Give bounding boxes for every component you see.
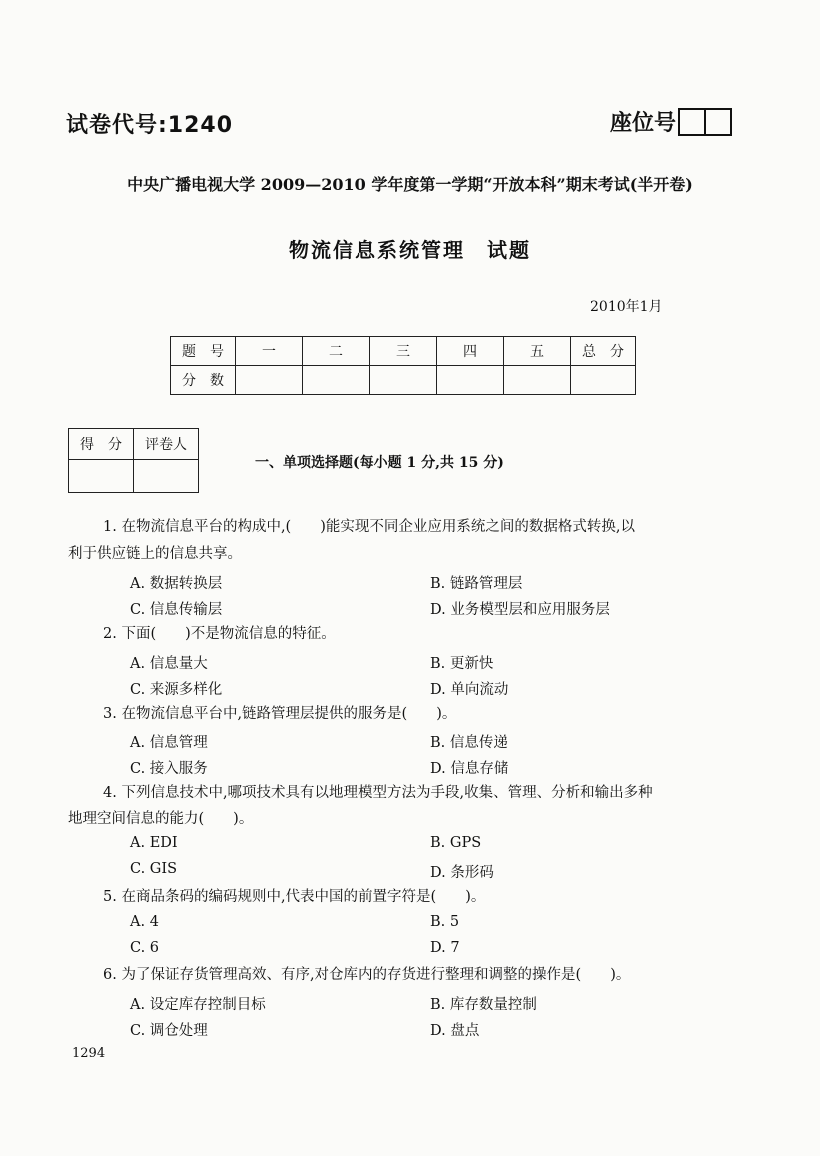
option-d: D. 单向流动: [430, 682, 509, 698]
paper-code: 试卷代号:1240: [66, 113, 234, 138]
question-text: 1. 在物流信息平台的构成中,( )能实现不同企业应用系统之间的数据格式转换,以: [103, 519, 635, 535]
grader-table: [68, 428, 199, 493]
table-cell: 五: [504, 337, 571, 366]
seat-box: [704, 108, 732, 136]
option-c: C. 信息传输层: [130, 602, 223, 618]
table-cell: [437, 366, 504, 395]
seat-label: 座位号: [610, 111, 677, 136]
table-cell: 题 号: [171, 337, 236, 366]
option-c: C. GIS: [130, 861, 178, 877]
table-cell: 二: [303, 337, 370, 366]
option-a: A. 信息量大: [130, 656, 208, 672]
exam-date: 2010年1月: [590, 299, 663, 315]
option-a: A. 信息管理: [130, 735, 208, 751]
score-label-cell: 得 分: [69, 429, 134, 460]
option-a: A. 设定库存控制目标: [130, 997, 266, 1013]
option-b: B. 信息传递: [430, 735, 508, 751]
question-text: 5. 在商品条码的编码规则中,代表中国的前置字符是( )。: [103, 889, 486, 905]
subject-title: 物流信息系统管理 试题: [289, 238, 531, 262]
table-cell: [69, 460, 134, 493]
question-text-cont: 地理空间信息的能力( )。: [68, 811, 254, 827]
option-b: B. 链路管理层: [430, 576, 523, 592]
question-text: 3. 在物流信息平台中,链路管理层提供的服务是( )。: [103, 706, 457, 722]
table-cell: 四: [437, 337, 504, 366]
score-table-header-row: [171, 337, 636, 366]
option-b: B. 5: [430, 914, 460, 930]
option-b: B. GPS: [430, 835, 482, 851]
table-cell: 三: [370, 337, 437, 366]
table-cell: [134, 460, 199, 493]
option-d: D. 盘点: [430, 1023, 480, 1039]
option-c: C. 来源多样化: [130, 682, 223, 698]
page-number: 1294: [72, 1046, 106, 1061]
option-b: B. 库存数量控制: [430, 997, 537, 1013]
score-table: [170, 336, 636, 395]
table-cell: [370, 366, 437, 395]
seat-box: [678, 108, 706, 136]
table-cell: [571, 366, 636, 395]
option-d: D. 业务模型层和应用服务层: [430, 602, 610, 618]
option-d: D. 7: [430, 940, 460, 956]
table-cell: 总 分: [571, 337, 636, 366]
option-c: C. 接入服务: [130, 761, 208, 777]
question-text: 4. 下列信息技术中,哪项技术具有以地理模型方法为手段,收集、管理、分析和输出多种: [103, 785, 653, 801]
grader-label-cell: 评卷人: [134, 429, 199, 460]
option-a: A. 4: [130, 914, 159, 930]
table-cell: [236, 366, 303, 395]
score-table-score-row: [171, 366, 636, 395]
option-c: C. 6: [130, 940, 160, 956]
question-text: 2. 下面( )不是物流信息的特征。: [103, 626, 336, 642]
question-text: 6. 为了保证存货管理高效、有序,对仓库内的存货进行整理和调整的操作是( )。: [103, 967, 631, 983]
option-a: A. EDI: [130, 835, 178, 851]
table-cell: [504, 366, 571, 395]
table-cell: [303, 366, 370, 395]
table-cell: 一: [236, 337, 303, 366]
option-d: D. 条形码: [430, 865, 494, 881]
exam-title: 中央广播电视大学 2009—2010 学年度第一学期“开放本科”期末考试(半开卷): [127, 175, 693, 194]
option-a: A. 数据转换层: [130, 576, 223, 592]
option-d: D. 信息存储: [430, 761, 509, 777]
question-text-cont: 利于供应链上的信息共享。: [68, 546, 242, 562]
table-cell: 分 数: [171, 366, 236, 395]
option-c: C. 调仓处理: [130, 1023, 208, 1039]
seat-number: [610, 106, 732, 137]
section-title: 一、单项选择题(每小题 1 分,共 15 分): [255, 455, 504, 471]
option-b: B. 更新快: [430, 656, 494, 672]
